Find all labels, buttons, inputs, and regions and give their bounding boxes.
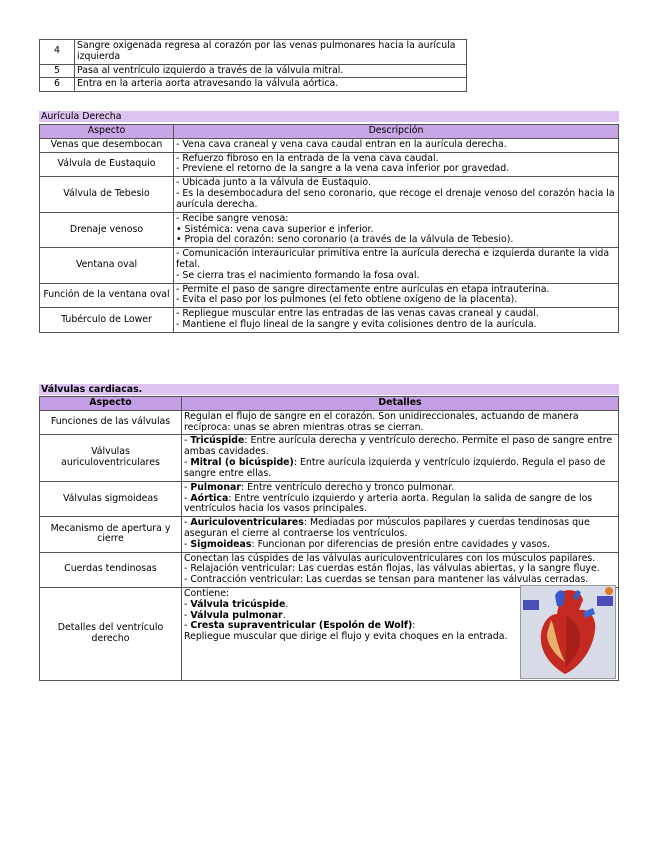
atrium-table [39,124,619,333]
detail-cell: - Pulmonar: Entre ventrículo derecho y tronco pulmonar. - Aórtica: Entre ventrículo izquierdo y arteria aorta. Regulan la salida de sangre de los ventrículos hacia los vasos principales. [182,481,619,516]
col-aspect: Aspecto [40,397,182,411]
aspect-cell: Válvula de Tebesio [40,177,174,212]
step-text: Sangre oxigenada regresa al corazón por las venas pulmonares hacia la aurícula izquierda [75,40,467,65]
table-row [40,64,467,78]
step-number: 6 [40,78,75,92]
step-number: 4 [40,40,75,65]
desc-cell: - Comunicación interauricular primitiva entre la aurícula derecha e izquierda durante la vida fetal. - Se cierra tras el nacimiento formando la fosa oval. [174,248,619,283]
table-header-row [40,125,619,139]
detail-cell: Regulan el flujo de sangre en el corazón. Son unidireccionales, actuando de manera recíproca: unas se abren mientras otras se cierran. [182,410,619,435]
detail-cell: - Auriculoventriculares: Mediadas por músculos papilares y cuerdas tendinosas que aseguran el cierre al contraerse los ventrículos. - Sigmoideas: Funcionan por diferencias de presión entre cavidades y vasos. [182,517,619,552]
aspect-cell: Válvulas auriculoventriculares [40,435,182,481]
aspect-cell: Función de la ventana oval [40,283,174,308]
desc-cell: - Refuerzo fibroso en la entrada de la vena cava caudal. - Previene el retorno de la sangre a la vena cava inferior por gravedad. [174,152,619,177]
step-number: 5 [40,64,75,78]
detail-cell: - Tricúspide: Entre aurícula derecha y ventrículo derecho. Permite el paso de sangre entre ambas cavidades. - Mitral (o bicúspide): Entre aurícula izquierda y ventrículo izquierdo. Regula el paso de sangre entre ellas. [182,435,619,481]
heart-illustration [521,586,615,678]
table-header-row [40,397,619,411]
aspect-cell: Válvulas sigmoideas [40,481,182,516]
table-row [40,248,619,283]
aspect-cell: Venas que desembocan [40,138,174,152]
aspect-cell: Funciones de las válvulas [40,410,182,435]
valves-title: Válvulas cardiacas. [39,384,619,395]
desc-cell: - Ubicada junto a la válvula de Eustaquio. - Es la desembocadura del seno coronario, que recoge el drenaje venoso del corazón hacia la aurícula derecha. [174,177,619,212]
table-row [40,40,467,65]
aspect-cell: Drenaje venoso [40,212,174,247]
table-row [40,588,619,681]
valves-table [39,396,619,681]
table-row [40,435,619,481]
steps-table [39,39,467,92]
table-row [40,481,619,516]
col-aspect: Aspecto [40,125,174,139]
table-row [40,177,619,212]
aspect-cell: Ventana oval [40,248,174,283]
table-row [40,308,619,333]
desc-cell: - Permite el paso de sangre directamente entre aurículas en etapa intrauterina. - Evita el paso por los pulmones (el feto obtiene oxígeno de la placenta). [174,283,619,308]
desc-cell: - Recibe sangre venosa: • Sistémica: vena cava superior e inferior. • Propia del corazón: seno coronario (a través de la válvula de Tebesio). [174,212,619,247]
table-row [40,283,619,308]
detail-cell: Contiene: - Válvula tricúspide. - Válvula pulmonar. - Cresta supraventricular (Espolón de Wolf): Repliegue muscular que dirige el flujo y evita choques en la entrada. [182,588,619,681]
desc-cell: - Vena cava craneal y vena cava caudal entran en la aurícula derecha. [174,138,619,152]
col-details: Detalles [182,397,619,411]
detail-cell: Conectan las cúspides de las válvulas auriculoventriculares con los músculos papilares. - Relajación ventricular: Las cuerdas están flojas, las válvulas abiertas, y la sangre fluye. - Contracción ventricular: Las cuerdas se tensan para mantener las válvulas cerradas. [182,552,619,587]
aspect-cell: Cuerdas tendinosas [40,552,182,587]
atrium-title: Aurícula Derecha [39,111,619,122]
heart-diagram-image [520,585,616,679]
table-row [40,517,619,552]
col-description: Descripción [174,125,619,139]
table-row [40,410,619,435]
table-row [40,552,619,587]
aspect-cell: Válvula de Eustaquio [40,152,174,177]
table-row [40,152,619,177]
aspect-cell: Tubérculo de Lower [40,308,174,333]
aspect-cell: Mecanismo de apertura y cierre [40,517,182,552]
table-row [40,78,467,92]
aspect-cell: Detalles del ventrículo derecho [40,588,182,681]
table-row [40,138,619,152]
desc-cell: - Repliegue muscular entre las entradas de las venas cavas craneal y caudal. - Mantiene el flujo lineal de la sangre y evita colisiones dentro de la aurícula. [174,308,619,333]
step-text: Pasa al ventrículo izquierdo a través de la válvula mitral. [75,64,467,78]
table-row [40,212,619,247]
step-text: Entra en la arteria aorta atravesando la válvula aórtica. [75,78,467,92]
